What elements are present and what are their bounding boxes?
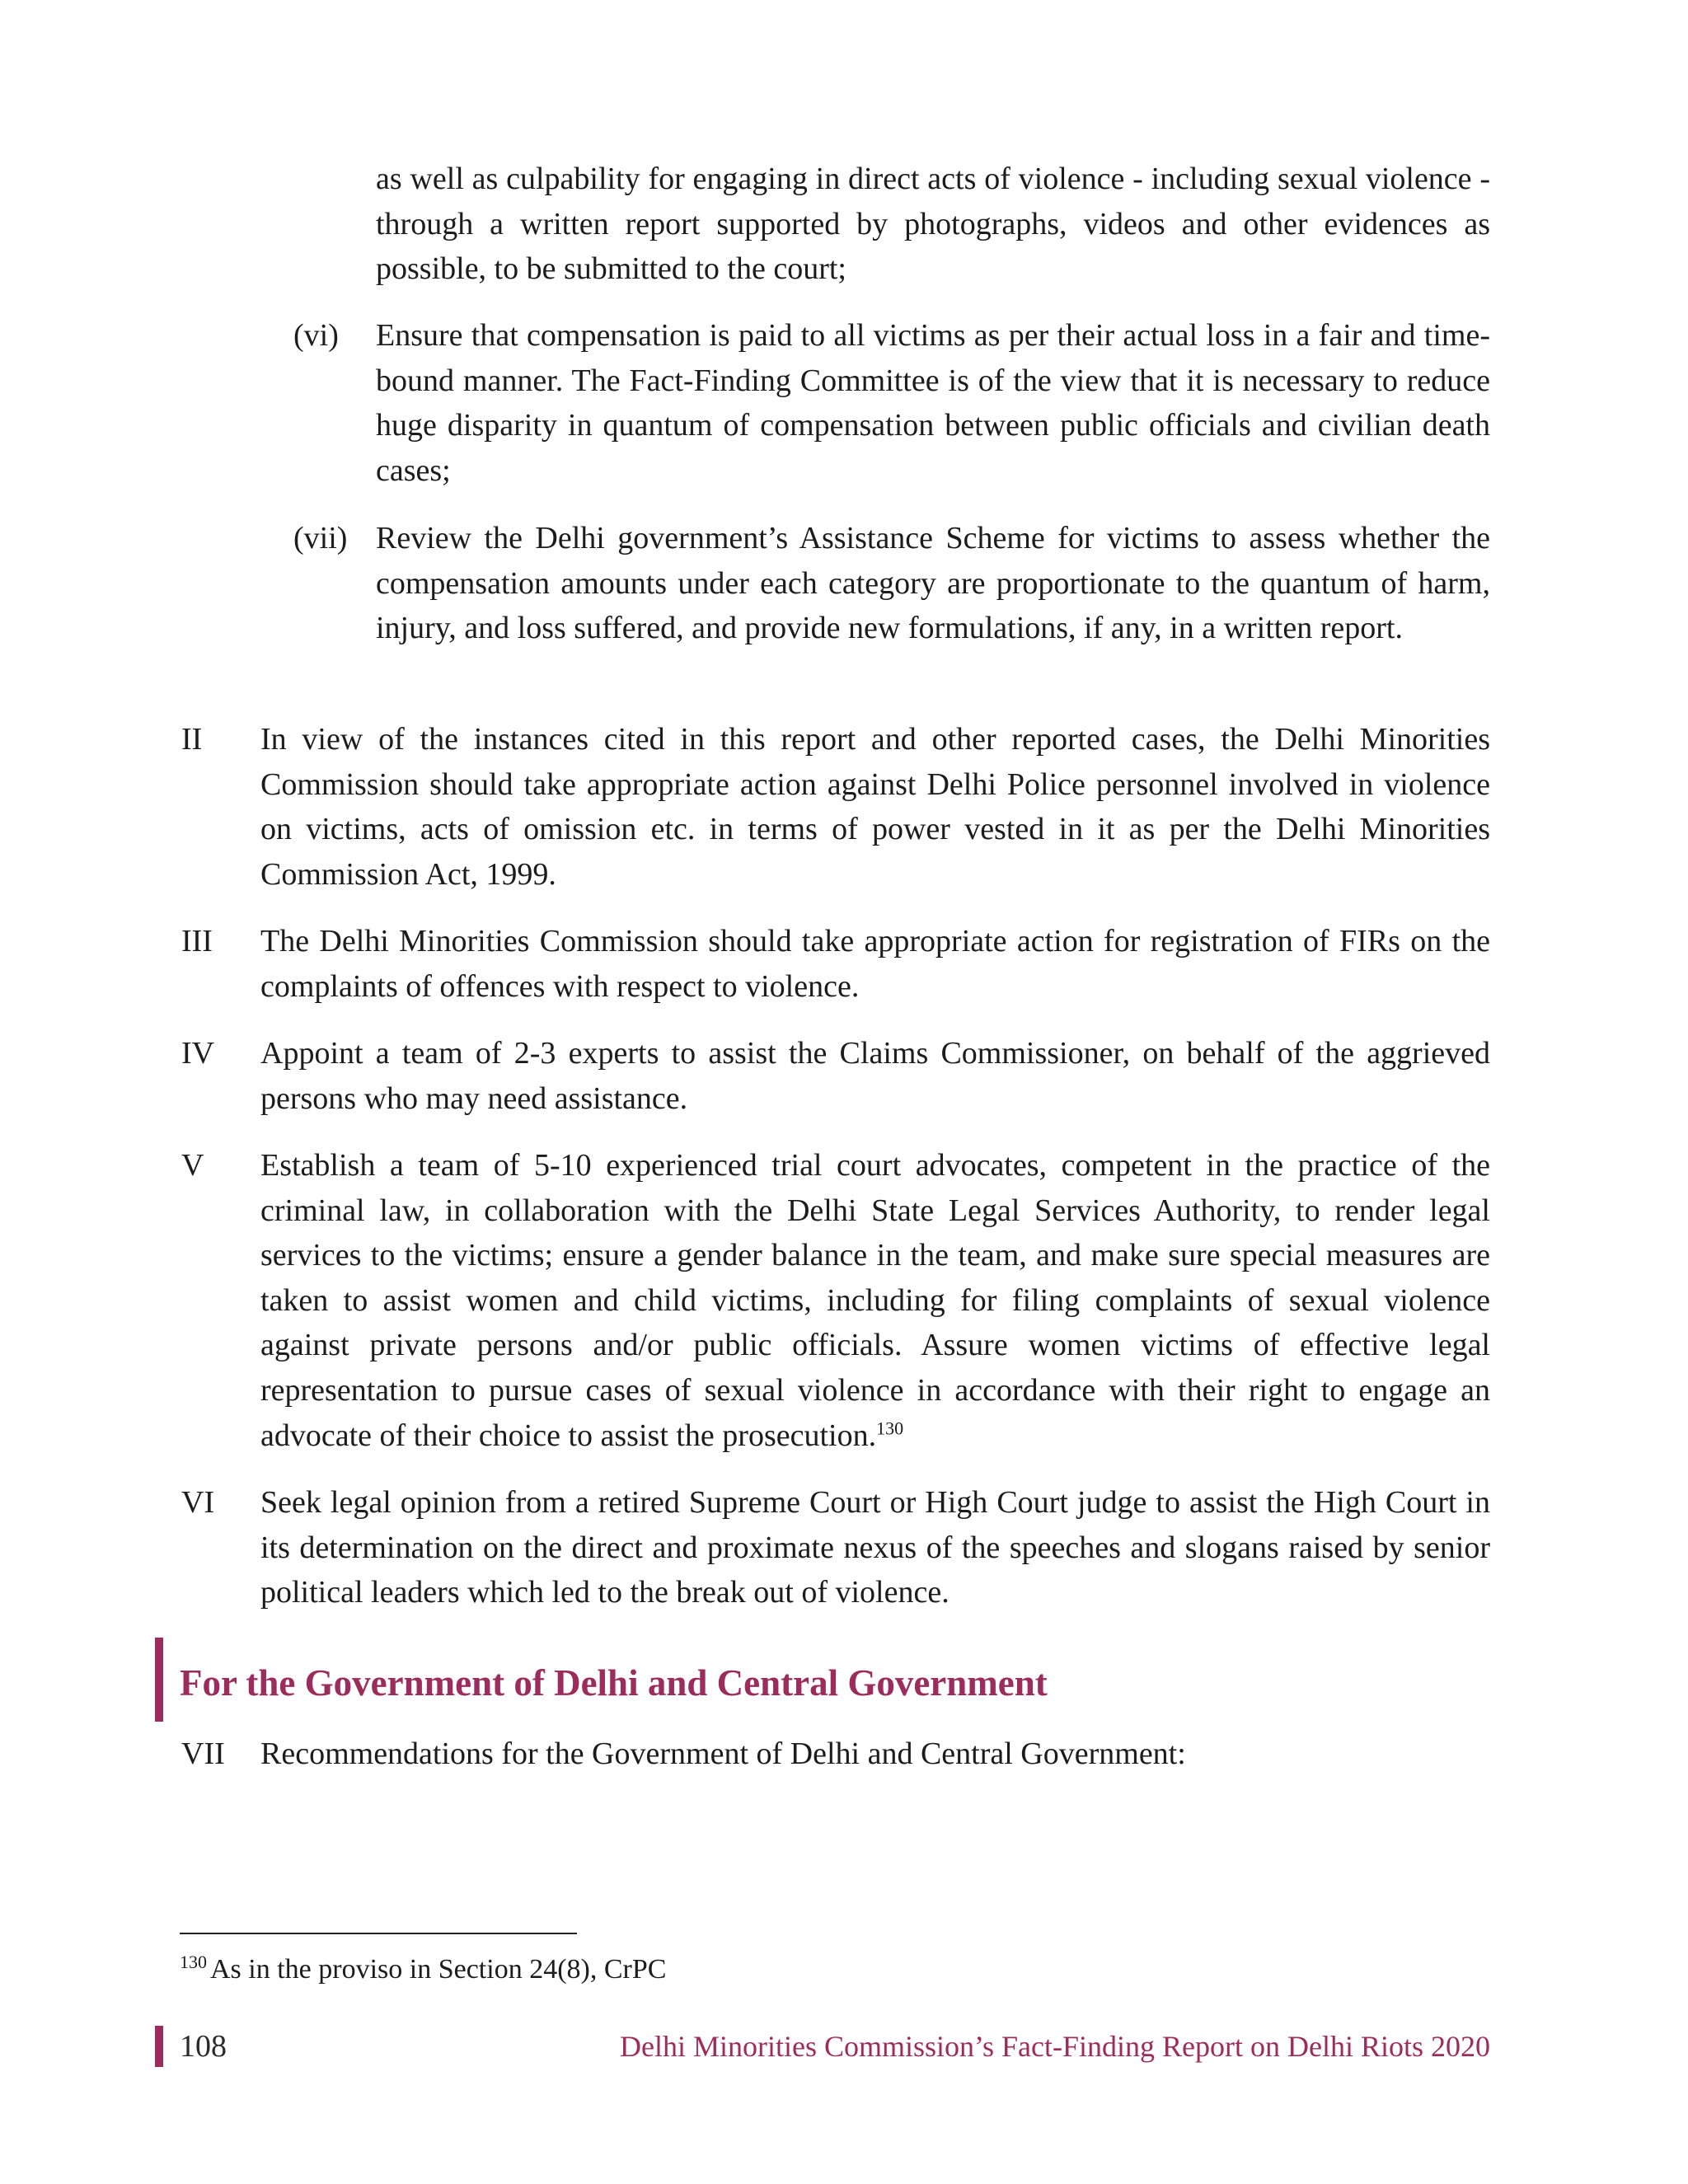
continuation-paragraph (293, 157, 1490, 292)
heading-accent-bar (155, 1638, 163, 1722)
recommendation-number: VI (181, 1485, 215, 1520)
footnote (180, 1950, 666, 1990)
footnote-text: As in the proviso in Section 24(8), CrPC (210, 1954, 667, 1985)
section-heading: For the Government of Delhi and Central Government (180, 1662, 1048, 1704)
sub-item-number: (vii) (293, 521, 348, 555)
running-footer-title: Delhi Minorities Commission’s Fact-Finding Report on Delhi Riots 2020 (619, 2030, 1490, 2063)
recommendation-number: VII (181, 1736, 225, 1771)
continuation-text: as well as culpability for engaging in direct acts of violence - including sexual violence - through a written report supported by photographs, videos and other evidences as possible, to be submitted to the court; (376, 162, 1490, 287)
recommendation-text: Appoint a team of 2-3 experts to assist the Claims Commissioner, on behalf of the aggrieved persons who may need assistance. (260, 1036, 1490, 1116)
recommendation-text (260, 1143, 1490, 1458)
footnote-number: 130 (180, 1951, 207, 1972)
recommendation-text: Seek legal opinion from a retired Supreme Court or High Court judge to assist the High Court in its determination on the direct and proximate nexus of the speeches and slogans raised by senior political leaders which led to the break out of violence. (260, 1485, 1490, 1610)
recommendation-text: Recommendations for the Government of Delhi and Central Government: (260, 1736, 1186, 1771)
footnote-divider (180, 1933, 577, 1934)
recommendation-number: II (181, 722, 203, 757)
recommendation-number: V (181, 1148, 204, 1183)
recommendation-text: The Delhi Minorities Commission should take appropriate action for registration of FIRs on the complaints of offences with respect to violence. (260, 924, 1490, 1004)
recommendation-number: III (181, 924, 213, 958)
recommendation-number: IV (181, 1036, 215, 1071)
sub-item-text: Review the Delhi government’s Assistance Scheme for victims to assess whether the compensation amounts under each category are proportionate to the quantum of harm, injury, and loss suffered, and provide new formulations, if any, in a written report. (376, 521, 1490, 646)
sub-item-number: (vi) (293, 318, 339, 353)
recommendation-text: In view of the instances cited in this report and other reported cases, the Delhi Minorities Commission should take appropriate action against Delhi Police personnel involved in violence on victims, acts of omission etc. in terms of power vested in it as per the Delhi Minorities Commission Act, 1999. (260, 722, 1490, 892)
page-number: 108 (180, 2029, 227, 2064)
footer-accent-bar (155, 2026, 163, 2067)
footnote-reference[interactable]: 130 (876, 1417, 904, 1438)
recommendation-text-body: Establish a team of 5-10 experienced trial court advocates, competent in the practice of the criminal law, in collaboration with the Delhi State Legal Services Authority, to render legal services to the victims; ensure a gender balance in the team, and make sure special measures are taken to assist women and child victims, including for filing complaints of sexual violence against private persons and/or public officials. Assure women victims of effective legal representation to pursue cases of sexual violence in accordance with their right to engage an advocate of their choice to assist the prosecution. (260, 1148, 1490, 1453)
sub-item-text: Ensure that compensation is paid to all victims as per their actual loss in a fair and time-bound manner. The Fact-Finding Committee is of the view that it is necessary to reduce huge disparity in quantum of compensation between public officials and civilian death cases; (376, 318, 1490, 488)
